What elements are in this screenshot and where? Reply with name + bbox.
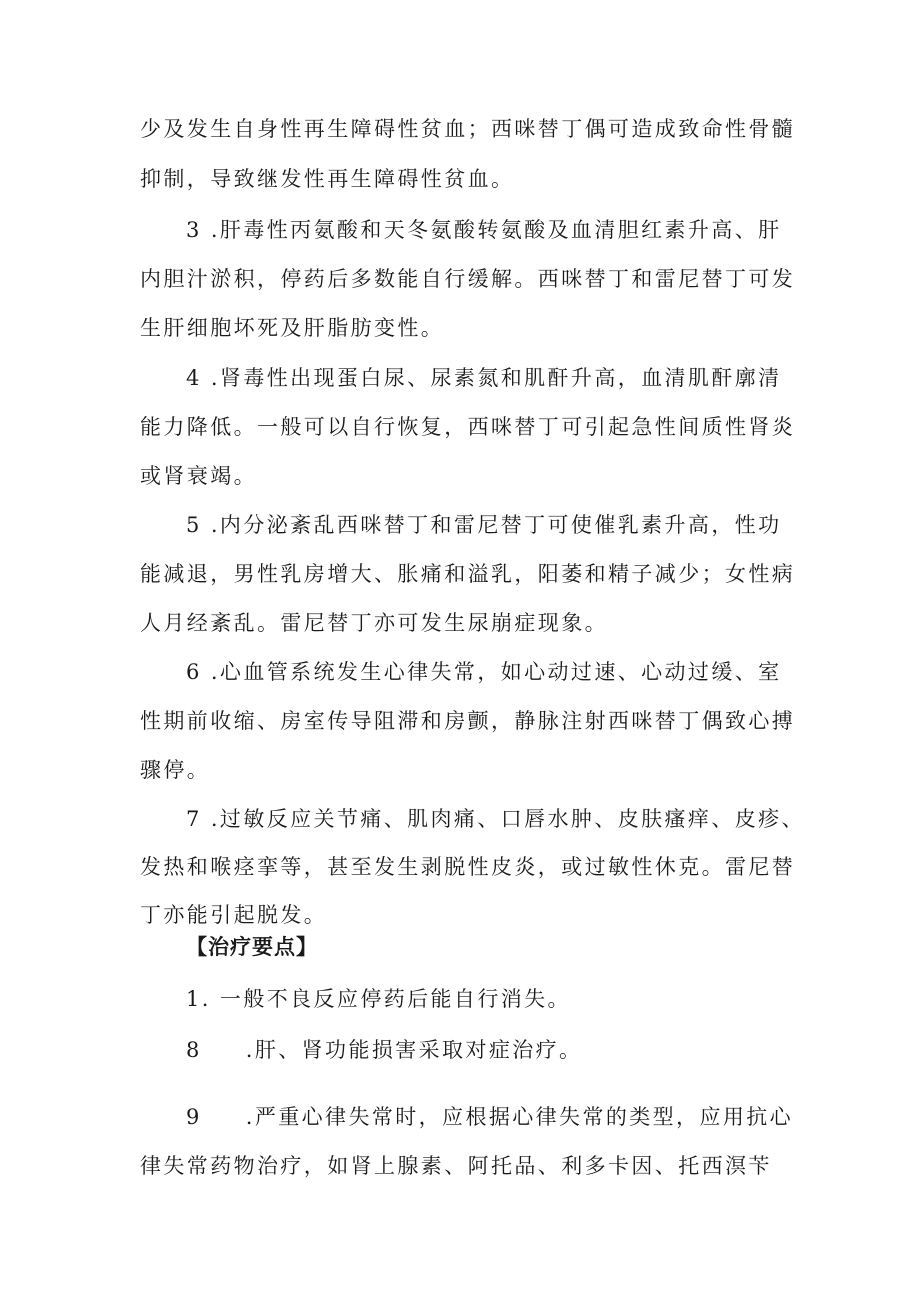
list-item-4 xyxy=(186,363,782,393)
text-line: 能减退，男性乳房增大、胀痛和溢乳，阳萎和精子减少；女性病 xyxy=(140,562,796,586)
text-line: 少及发生自身性再生障碍性贫血；西咪替丁偶可造成致命性骨髓 xyxy=(140,117,796,141)
text-line: 发热和喉痉挛等，甚至发生剥脱性皮炎，或过敏性休克。雷尼替 xyxy=(140,855,796,879)
text-line: 或肾衰竭。 xyxy=(140,464,257,488)
treatment-item-9 xyxy=(186,1102,793,1132)
text-line: .内分泌紊乱西咪替丁和雷尼替丁可使催乳素升高，性功 xyxy=(201,513,782,537)
treatment-item-1 xyxy=(186,984,571,1014)
treatment-item-8 xyxy=(186,1035,582,1065)
item-number: 1 xyxy=(186,987,202,1011)
section-heading: 【治疗要点】 xyxy=(186,934,318,959)
text-line: . 一般不良反应停药后能自行消失。 xyxy=(201,987,571,1011)
text-line: 骤停。 xyxy=(140,758,211,782)
text-line: 生肝细胞坏死及肝脂肪变性。 xyxy=(140,316,445,340)
text-line: .肾毒性出现蛋白尿、尿素氮和肌酐升高，血清肌酐廓清 xyxy=(201,366,782,390)
list-item-3 xyxy=(186,215,782,245)
text-line: .过敏反应关节痛、肌肉痛、口唇水肿、皮肤瘙痒、皮疹、 xyxy=(201,807,805,831)
item-number: 6 xyxy=(186,660,202,684)
item-number: 7 xyxy=(186,807,202,831)
item-number: 5 xyxy=(186,513,202,537)
item-number: 8 xyxy=(186,1038,202,1062)
text-line: 性期前收缩、房室传导阻滞和房颤，静脉注射西咪替丁偶致心搏 xyxy=(140,709,796,733)
list-item-5 xyxy=(186,510,782,540)
text-line: .严重心律失常时，应根据心律失常的类型，应用抗心 xyxy=(245,1105,794,1129)
item-number: 4 xyxy=(186,366,202,390)
text-line: .心血管系统发生心律失常，如心动过速、心动过缓、室 xyxy=(201,660,782,684)
text-line: .肝、肾功能损害采取对症治疗。 xyxy=(245,1038,583,1062)
item-number: 9 xyxy=(186,1105,202,1129)
list-item-7 xyxy=(186,804,805,834)
text-line: 能力降低。一般可以自行恢复，西咪替丁可引起急性间质性肾炎 xyxy=(140,415,796,439)
text-line: 人月经紊乱。雷尼替丁亦可发生尿崩症现象。 xyxy=(140,611,608,635)
text-line: 内胆汁淤积，停药后多数能自行缓解。西咪替丁和雷尼替丁可发 xyxy=(140,267,796,291)
item-number: 3 xyxy=(186,218,202,242)
text-line: 抑制，导致继发性再生障碍性贫血。 xyxy=(140,167,515,191)
list-item-6 xyxy=(186,657,782,687)
text-line: 律失常药物治疗，如肾上腺素、阿托品、利多卡因、托西溟苄 xyxy=(140,1154,772,1178)
text-line: 丁亦能引起脱发。 xyxy=(140,903,328,927)
text-line: .肝毒性丙氨酸和天冬氨酸转氨酸及血清胆红素升高、肝 xyxy=(201,218,782,242)
